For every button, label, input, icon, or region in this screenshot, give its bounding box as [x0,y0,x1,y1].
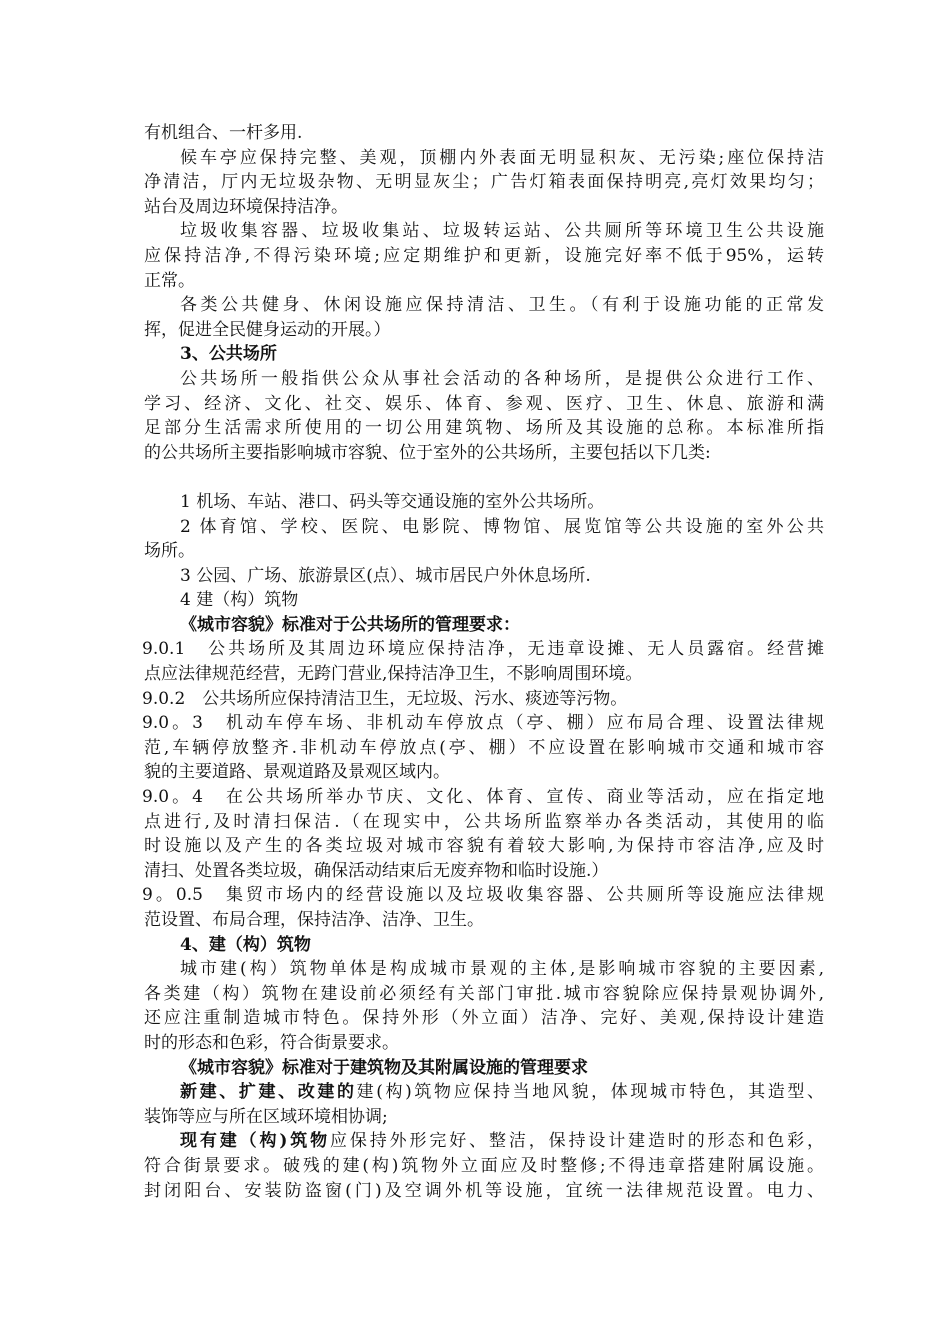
section-heading-4: 4、建（构）筑物 [180,934,311,955]
clause-9-0-3 [144,711,824,785]
text-line: 清扫、处置各类垃圾，确保活动结束后无废弃物和临时设施.） [144,860,609,881]
text-line: 的公共场所主要指影响城市容貌、位于室外的公共场所，主要包括以下几类: [144,442,711,463]
text-line: 挥，促进全民健身运动的开展。） [144,319,391,340]
list-item: 1 机场、车站、港口、码头等交通设施的室外公共场所。 [180,491,605,512]
text-line: 城市建(构）筑物单体是构成城市景观的主体,是影响城市容貌的主要因素, [180,959,824,980]
paragraph-fitness [144,293,824,342]
bold-lead: 新建、扩建、改建的 [180,1082,357,1103]
text-line: 符合街景要求。破残的建(构)筑物外立面应及时整修;不得违章搭建附属设施。 [144,1155,824,1176]
text-line: 时的形态和色彩，符合街景要求。 [144,1032,399,1053]
blank-line [144,465,824,490]
clause-9-0-5 [144,883,824,932]
text-line: 有机组合、一杆多用. [144,123,303,143]
text-line: 9。0.5 集贸市场内的经营设施以及垃圾收集容器、公共厕所等设施应法律规 [142,885,824,906]
text-line: 各类公共健身、休闲设施应保持清洁、卫生。（有利于设施功能的正常发 [180,295,824,316]
list-item: 2 体育馆、学校、医院、电影院、博物馆、展览馆等公共设施的室外公共 [180,516,824,537]
text-line: 学习、经济、文化、社交、娱乐、体育、参观、医疗、卫生、休息、旅游和满 [144,393,824,414]
list-item: 3 公园、广场、旅游景区(点）、城市居民户外休息场所. [180,565,591,586]
text-line: 各类建（构）筑物在建设前必须经有关部门审批.城市容貌除应保持景观协调外, [144,983,824,1004]
clause-9-0-1 [144,637,824,686]
text-line: 候车亭应保持完整、美观，顶棚内外表面无明显积灰、无污染;座位保持洁 [180,147,824,168]
text-line: 应保持洁净,不得污染环境;应定期维护和更新，设施完好率不低于95%，运转 [144,245,824,266]
paragraph-public-places [144,367,824,465]
text-line: 净清洁，厅内无垃圾杂物、无明显灰尘；广告灯箱表面保持明亮,亮灯效果均匀； [144,172,824,193]
text-line: 范设置、布局合理，保持洁净、洁净、卫生。 [144,910,484,930]
text-line: 点应法律规范经营，无跨门营业,保持洁净卫生，不影响周围环境。 [144,664,643,685]
text-line: 足部分生活需求所使用的一切公用建筑物、场所及其设施的总称。本标准所指 [144,418,824,439]
text-line: 9.0.1 公共场所及其周边环境应保持洁净，无违章设摊、无人员露宿。经营摊 [142,639,824,660]
text-line: 正常。 [144,270,195,291]
paragraph-existing-buildings [144,1129,824,1203]
text-line: 公共场所一般指供公众从事社会活动的各种场所，是提供公众进行工作、 [180,368,824,389]
text-line: 9.0。4 在公共场所举办节庆、文化、体育、宣传、商业等活动，应在指定地 [142,787,824,808]
text-line: 9.0.2 公共场所应保持清洁卫生，无垃圾、污水、痰迹等污物。 [142,688,628,709]
text-line: 垃圾收集容器、垃圾收集站、垃圾转运站、公共厕所等环境卫生公共设施 [180,221,824,242]
section-heading-3: 3、公共场所 [180,344,277,365]
text-line: 站台及周边环境保持洁净。 [144,196,348,217]
list-item: 4 建（构）筑物 [180,590,299,611]
requirements-heading-public: 《城市容貌》标准对于公共场所的管理要求： [180,614,520,635]
text-line: 9.0。3 机动车停车场、非机动车停放点（亭、棚）应布局合理、设置法律规 [142,713,824,734]
text-line: 范,车辆停放整齐.非机动车停放点(亭、棚）不应设置在影响城市交通和城市容 [144,737,824,758]
document-body [144,121,824,1203]
text-line: 封闭阳台、安装防盗窗(门)及空调外机等设施，宜统一法律规范设置。电力、 [144,1180,824,1201]
text-line: 现有建（构)筑物应保持外形完好、整洁，保持设计建造时的形态和色彩， [180,1131,825,1152]
text-line: 装饰等应与所在区域环境相协调; [144,1106,388,1127]
clause-9-0-2 [144,687,824,712]
public-place-list [144,490,824,613]
text-line: 点进行,及时清扫保洁.（在现实中，公共场所监察举办各类活动，其使用的临 [144,811,824,832]
requirements-heading-buildings: 《城市容貌》标准对于建筑物及其附属设施的管理要求 [180,1057,588,1078]
clause-9-0-4 [144,785,824,883]
text-line: 还应注重制造城市特色。保持外形（外立面）洁净、完好、美观,保持设计建造 [144,1008,824,1029]
paragraph-new-buildings [144,1080,824,1129]
text-line: 时设施以及产生的各类垃圾对城市容貌有着较大影响,为保持市容洁净,应及时 [144,836,824,857]
bold-lead: 现有建（构)筑物 [180,1131,331,1152]
text-line: 新建、扩建、改建的建(构)筑物应保持当地风貌，体现城市特色，其造型、 [180,1082,824,1103]
paragraph-buildings [144,957,824,1055]
text-line: 貌的主要道路、景观道路及景观区域内。 [144,762,450,783]
paragraph-bus-shelter [144,146,824,220]
paragraph-sanitation [144,219,824,293]
list-item-continuation: 场所。 [144,541,195,562]
